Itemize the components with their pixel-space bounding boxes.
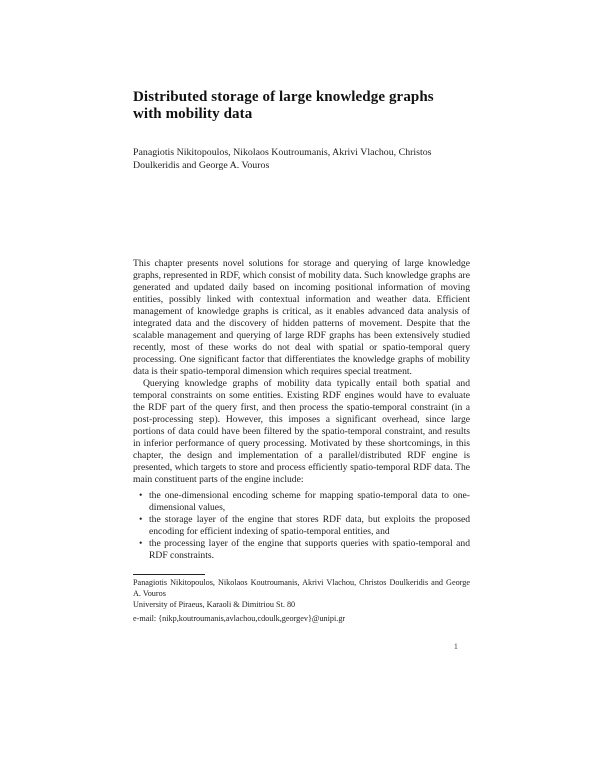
abstract-paragraph-1: This chapter presents novel solutions for storage and querying of large knowledge graphs, represented in RDF, which consist of mobility data. Such knowledge graphs are generated and updated daily based on incoming positional information of moving entities, possibly linked with contextual information and weather data. Efficient management of knowledge graphs is critical, as it enables advanced data analysis of integrated data and the discovery of hidden patterns of movement. Despite that the scalable management and querying of large RDF graphs has been extensively studied recently, most of these works do not deal with spatial or spatio-temporal query processing. One significant factor that differentiates the knowledge graphs of mobility data is their spatio-temporal dimension which requires special treatment. <box>133 258 470 377</box>
footnote <box>133 578 470 625</box>
bullet-item-text: the processing layer of the engine that supports queries with spatio-temporal and RDF constraints. <box>149 538 470 561</box>
abstract-text <box>133 258 470 562</box>
footnote-affiliation-authors: Panagiotis Nikitopoulos, Nikolaos Koutroumanis, Akrivi Vlachou, Christos Doulkeridis and George A. Vouros <box>133 578 470 598</box>
paper-title-line-1: Distributed storage of large knowledge graphs <box>133 89 434 105</box>
bullet-item-text: the storage layer of the engine that stores RDF data, but exploits the proposed encoding for efficient indexing of spatio-temporal entities, and <box>149 514 470 537</box>
page-number: 1 <box>453 641 458 651</box>
bullet-list <box>133 490 470 562</box>
abstract-paragraph-2: Querying knowledge graphs of mobility data typically entail both spatial and temporal constraints on some entities. Existing RDF engines would have to evaluate the RDF part of the query first, and then process the spatio-temporal constraint (in a post-processing step). However, this imposes a significant overhead, since large portions of data could have been filtered by the spatio-temporal constraint, and results in inferior performance of query processing. Motivated by these shortcomings, in this chapter, the design and implementation of a parallel/distributed RDF engine is presented, which targets to store and process efficiently spatio-temporal RDF data. The main constituent parts of the engine include: <box>133 378 470 485</box>
list-item <box>133 538 470 562</box>
bullet-item-text: the one-dimensional encoding scheme for mapping spatio-temporal data to one-dimensional values, <box>149 490 470 513</box>
bullet-icon: • <box>139 490 143 501</box>
bullet-icon: • <box>139 538 143 549</box>
list-item <box>133 514 470 538</box>
author-names: Panagiotis Nikitopoulos, Nikolaos Koutroumanis, Akrivi Vlachou, Christos Doulkeridis and George A. Vouros <box>133 147 432 171</box>
paper-title-line-2: with mobility data <box>133 105 253 122</box>
paper-title <box>133 89 478 122</box>
bullet-icon: • <box>139 514 143 525</box>
footnote-affiliation-address: University of Piraeus, Karaoli & Dimitriou St. 80 <box>133 599 296 609</box>
list-item <box>133 490 470 514</box>
footnote-divider <box>133 574 205 575</box>
footnote-email: e-mail: {nikp,koutroumanis,avlachou,cdoulk,georgev}@unipi.gr <box>133 613 346 623</box>
